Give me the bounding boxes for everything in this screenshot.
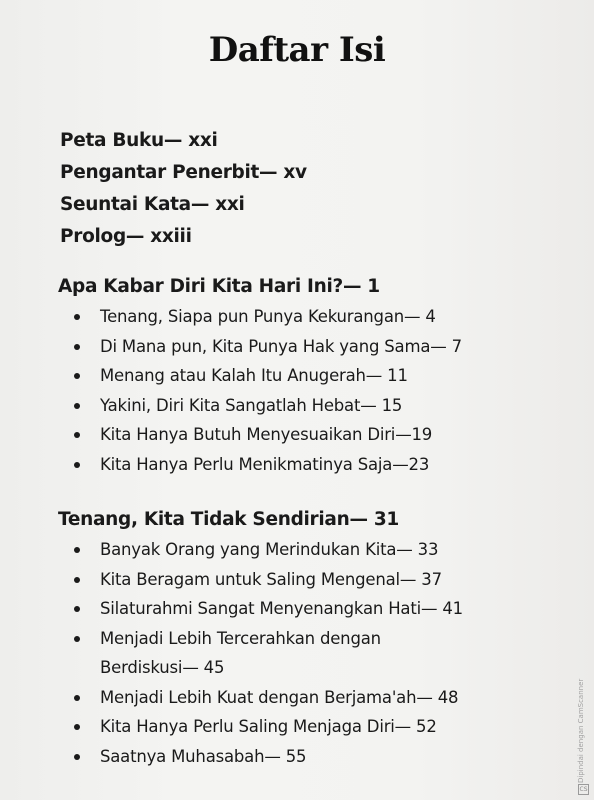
toc-item-continuation: Berdiskusi— 45 — [100, 658, 225, 677]
bullet-icon — [74, 373, 80, 379]
bullet-icon — [74, 606, 80, 612]
item-label: Kita Hanya Butuh Menyesuaikan Diri — [100, 425, 396, 444]
toc-item: Banyak Orang yang Merindukan Kita— 33 — [52, 535, 463, 565]
item-label: Saatnya Muhasabah — [100, 746, 265, 766]
chapter-page: 1 — [367, 276, 380, 297]
item-page: 4 — [425, 307, 436, 326]
item-label: Yakini, Diri Kita Sangatlah Hebat — [100, 395, 361, 415]
item-label-continued: Berdiskusi — [100, 658, 183, 677]
chapter-section — [52, 505, 463, 771]
front-matter-entry: Prolog— xxiii — [60, 226, 192, 247]
item-page: 15 — [381, 395, 403, 415]
toc-item: Saatnya Muhasabah— 55 — [52, 742, 463, 772]
item-page: 55 — [285, 746, 307, 766]
bullet-icon — [74, 577, 80, 583]
front-matter-list — [60, 125, 307, 253]
item-label: Kita Hanya Perlu Saling Menjaga Diri — [100, 717, 395, 736]
entry-page: xv — [283, 162, 307, 183]
toc-item: Di Mana pun, Kita Punya Hak yang Sama— 7 — [52, 332, 462, 362]
item-page: 23 — [408, 454, 430, 474]
item-label: Silaturahmi Sangat Menyenangkan Hati — [100, 599, 421, 618]
entry-page: xxi — [215, 194, 245, 215]
toc-item: Menang atau Kalah Itu Anugerah— 11 — [52, 361, 462, 391]
item-label: Menjadi Lebih Kuat dengan Berjama'ah — [100, 687, 417, 707]
item-page: 7 — [451, 336, 462, 356]
front-matter-entry: Peta Buku— xxi — [60, 130, 218, 151]
toc-item: Tenang, Siapa pun Punya Kekurangan— 4 — [52, 302, 462, 332]
item-page: 52 — [416, 717, 437, 736]
toc-item: Yakini, Diri Kita Sangatlah Hebat— 15 — [52, 391, 462, 421]
item-label: Tenang, Siapa pun Punya Kekurangan — [100, 307, 404, 326]
item-label: Kita Beragam untuk Saling Mengenal — [100, 569, 400, 589]
page-title: Daftar Isi — [208, 30, 386, 70]
entry-label: Pengantar Penerbit — [60, 162, 260, 183]
camscanner-logo-icon: CS — [579, 786, 588, 793]
scanner-watermark — [577, 670, 589, 795]
item-page: 48 — [437, 687, 459, 707]
toc-item: Menjadi Lebih Kuat dengan Berjama'ah— 48 — [52, 683, 463, 713]
item-page: 41 — [442, 599, 463, 618]
bullet-icon — [74, 754, 80, 760]
entry-page: xxiii — [150, 226, 192, 247]
entry-page: xxi — [188, 130, 218, 151]
bullet-icon — [74, 403, 80, 409]
front-matter-entry: Pengantar Penerbit— xv — [60, 162, 307, 183]
entry-label: Seuntai Kata — [60, 194, 191, 215]
bullet-icon — [74, 695, 80, 701]
bullet-icon — [74, 432, 80, 438]
scanner-watermark-text: Dipindai dengan CamScanner — [577, 678, 585, 783]
bullet-icon — [74, 314, 80, 320]
item-page: 11 — [387, 366, 408, 385]
item-label: Menang atau Kalah Itu Anugerah — [100, 366, 366, 385]
chapter-label: Apa Kabar Diri Kita Hari Ini? — [58, 276, 343, 297]
entry-label: Prolog — [60, 226, 126, 247]
item-page: 45 — [203, 658, 225, 677]
toc-item — [52, 624, 463, 654]
toc-item: Kita Hanya Perlu Menikmatinya Saja—23 — [52, 450, 462, 480]
item-label: Banyak Orang yang Merindukan Kita — [100, 540, 397, 559]
chapter-heading: Tenang, Kita Tidak Sendirian— 31 — [58, 509, 399, 530]
item-page: 33 — [417, 540, 439, 559]
toc-item: Kita Beragam untuk Saling Mengenal— 37 — [52, 565, 463, 595]
bullet-icon — [74, 344, 80, 350]
item-label: Kita Hanya Perlu Menikmatinya Saja — [100, 454, 393, 474]
item-page: 19 — [411, 425, 433, 444]
chapter-label: Tenang, Kita Tidak Sendirian — [58, 509, 350, 530]
chapter-page: 31 — [373, 509, 399, 530]
bullet-icon — [74, 636, 80, 642]
chapter-section — [52, 272, 462, 479]
item-label: Menjadi Lebih Tercerahkan dengan — [100, 628, 381, 648]
front-matter-entry: Seuntai Kata— xxi — [60, 194, 245, 215]
chapter-heading: Apa Kabar Diri Kita Hari Ini?— 1 — [58, 276, 380, 297]
bullet-icon — [74, 724, 80, 730]
item-label: Di Mana pun, Kita Punya Hak yang Sama — [100, 336, 431, 356]
toc-item: Silaturahmi Sangat Menyenangkan Hati— 41 — [52, 594, 463, 624]
toc-item: Kita Hanya Butuh Menyesuaikan Diri—19 — [52, 420, 462, 450]
bullet-icon — [74, 547, 80, 553]
entry-label: Peta Buku — [60, 130, 164, 151]
item-page: 37 — [421, 569, 442, 589]
bullet-icon — [74, 462, 80, 468]
toc-item: Kita Hanya Perlu Saling Menjaga Diri— 52 — [52, 712, 463, 742]
